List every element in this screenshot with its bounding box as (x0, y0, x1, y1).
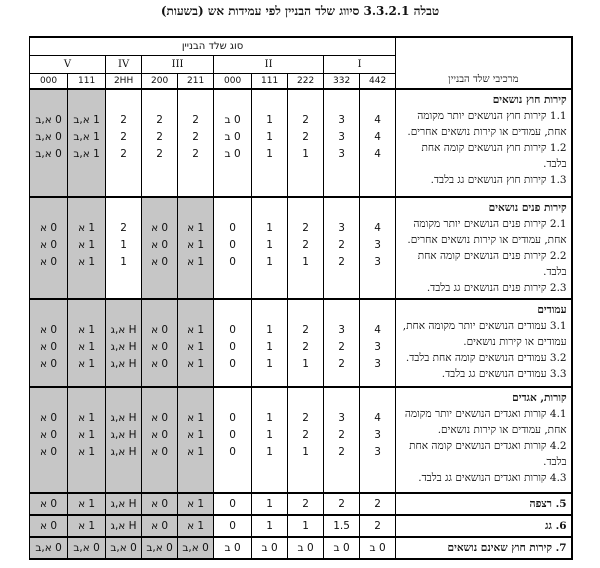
resistance-value: 2 (302, 131, 309, 143)
value-column-cell (178, 197, 214, 299)
resistance-value: 1 א (187, 412, 205, 424)
resistance-value: 0 א (151, 429, 169, 441)
single-row (30, 515, 572, 537)
resistance-value: 0 א,ב (68, 537, 106, 559)
resistance-value: 2 (302, 239, 309, 251)
component-item: 3.2 עמודים הנושאים קומה אחת בלבד. (405, 352, 567, 364)
resistance-value: 4 (374, 222, 381, 234)
resistance-value: 2 (192, 114, 199, 126)
value-column-cell (68, 89, 106, 197)
resistance-value: 0 א (40, 358, 58, 370)
component-item: 4.1 קורות ואגדים הנושאים יותר מקומה אחת, עמודים או קירות נושאים. (404, 408, 567, 436)
component-cell (396, 299, 572, 387)
value-column-cell (142, 299, 178, 387)
code-cell: 442 (360, 73, 396, 89)
resistance-value: 2 (156, 148, 163, 160)
value-column-cell (288, 387, 324, 493)
resistance-value: 2 (302, 412, 309, 424)
resistance-value: 1 (120, 256, 127, 268)
component-item: 1.1 קירות חוץ הנושאים יותר מקומה אחת, עמודים או קירות נושאים אחרים. (407, 110, 567, 138)
value-column-cell (178, 89, 214, 197)
component-cell (396, 89, 572, 197)
resistance-value: 0 א,ב (35, 131, 62, 143)
code-cell: 211 (178, 73, 214, 89)
group-heading: קירות פנים נושאים (488, 202, 567, 214)
resistance-value: 0 (214, 515, 252, 537)
resistance-value: 0 א (40, 412, 58, 424)
resistance-value: 2 (156, 114, 163, 126)
group-row (30, 299, 572, 387)
resistance-value: 2 (338, 239, 345, 251)
resistance-value: H א,ג (110, 412, 137, 424)
value-column-cell (68, 299, 106, 387)
resistance-value: 0 א (151, 412, 169, 424)
component-item: 4.2 קורות ואגדים הנושאים קומה אחת בלבד. (409, 440, 567, 468)
resistance-value: 0 ב (288, 537, 324, 559)
code-cell: 111 (252, 73, 288, 89)
value-column-cell (142, 89, 178, 197)
resistance-value: 0 (229, 446, 236, 458)
value-column-cell (252, 89, 288, 197)
table-body (30, 89, 572, 559)
resistance-value: 0 א (40, 341, 58, 353)
group-row (30, 197, 572, 299)
code-cell: 000 (30, 73, 68, 89)
value-column-cell (288, 89, 324, 197)
resistance-value: 1 (266, 222, 273, 234)
resistance-value: 0 (229, 256, 236, 268)
resistance-value: 0 ב (360, 537, 396, 559)
resistance-value: 1 (266, 412, 273, 424)
code-cell: 111 (68, 73, 106, 89)
component-item: 4.3 קורות ואגדים הנושאים גג בלבד. (418, 472, 567, 484)
resistance-value: 1 א (78, 324, 96, 336)
resistance-value: 0 א (40, 324, 58, 336)
resistance-value: 0 א,ב (106, 537, 142, 559)
value-column-cell (214, 387, 252, 493)
group-heading: קירות חוץ נושאים (492, 94, 567, 106)
resistance-value: 0 א (30, 493, 68, 515)
resistance-value: 1 (266, 324, 273, 336)
component-cell (396, 197, 572, 299)
resistance-value: H א,ג (110, 341, 137, 353)
resistance-value: 3 (374, 239, 381, 251)
resistance-value: 1 (120, 239, 127, 251)
resistance-value: 0 א (142, 493, 178, 515)
single-row (30, 537, 572, 559)
resistance-value: 1 א,ב (73, 148, 100, 160)
resistance-value: 2 (192, 131, 199, 143)
resistance-value: 2 (120, 131, 127, 143)
code-cell: 200 (142, 73, 178, 89)
type-II-header: II (214, 55, 324, 73)
resistance-value: 0 א (30, 515, 68, 537)
value-column-cell (106, 299, 142, 387)
resistance-value: 2 (338, 358, 345, 370)
group-heading: קורות, אגדים (512, 392, 567, 404)
component-item: 1.2 קירות חוץ הנושאים קומה אחת בלבד. (421, 142, 567, 170)
single-row (30, 493, 572, 515)
value-column-cell (360, 387, 396, 493)
resistance-value: 2 (338, 446, 345, 458)
resistance-value: 2 (192, 148, 199, 160)
resistance-value: 2 (302, 341, 309, 353)
component-item: 2.2 קירות פנים הנושאים קומה אחת בלבד. (417, 250, 567, 278)
value-column-cell (360, 299, 396, 387)
component-cell: 5. רצפה (396, 493, 572, 515)
resistance-value: H א,ג (106, 515, 142, 537)
value-column-cell (30, 89, 68, 197)
value-column-cell (252, 197, 288, 299)
resistance-value: 4 (374, 148, 381, 160)
value-column-cell (360, 89, 396, 197)
resistance-value: 0 א,ב (35, 114, 62, 126)
component-cell: 6. גג (396, 515, 572, 537)
resistance-value: 1 א (178, 515, 214, 537)
component-item: 3.1 עמודים הנושאים יותר מקומה אחת, עמודים או קירות נושאים. (402, 320, 567, 348)
value-column-cell (30, 299, 68, 387)
value-column-cell (68, 197, 106, 299)
group-heading: עמודים (537, 304, 567, 316)
resistance-value: H א,ג (110, 429, 137, 441)
value-column-cell (178, 299, 214, 387)
resistance-value: 1 (266, 239, 273, 251)
resistance-value: 1 א (187, 358, 205, 370)
resistance-value: 3 (338, 131, 345, 143)
resistance-value: 1 א (78, 239, 96, 251)
resistance-value: 0 ב (224, 148, 241, 160)
resistance-value: 1 א (187, 446, 205, 458)
resistance-value: 1 (252, 493, 288, 515)
resistance-value: 4 (374, 412, 381, 424)
value-column-cell (288, 197, 324, 299)
code-cell: 332 (324, 73, 360, 89)
resistance-value: 3 (338, 412, 345, 424)
value-column-cell (214, 89, 252, 197)
resistance-value: 0 א (151, 341, 169, 353)
resistance-value: 1 א,ב (73, 131, 100, 143)
resistance-value: 2 (338, 256, 345, 268)
resistance-value: 0 (229, 222, 236, 234)
resistance-value: 0 א (151, 256, 169, 268)
group-row (30, 387, 572, 493)
resistance-value: 1 א (187, 222, 205, 234)
table-title: טבלה 3.3.2.1 סיווג שלד הבניין לפי עמידות אש (בשעות) (160, 4, 440, 18)
resistance-value: 2 (302, 114, 309, 126)
value-column-cell (324, 197, 360, 299)
value-column-cell (106, 197, 142, 299)
resistance-value: 0 א (142, 515, 178, 537)
resistance-value: 0 א (151, 239, 169, 251)
component-cell (396, 387, 572, 493)
resistance-value: 1 (302, 256, 309, 268)
value-column-cell (178, 387, 214, 493)
resistance-value: 1 א,ב (73, 114, 100, 126)
resistance-value: 1 (288, 515, 324, 537)
resistance-value: 0 (229, 324, 236, 336)
component-item: 1.3 קירות חוץ הנושאים גג בלבד. (430, 174, 567, 186)
resistance-value: 2 (360, 493, 396, 515)
resistance-value: 0 א (151, 324, 169, 336)
resistance-value: 0 א,ב (178, 537, 214, 559)
resistance-value: 1 (266, 114, 273, 126)
resistance-value: 2 (302, 324, 309, 336)
resistance-value: 0 (229, 412, 236, 424)
resistance-value: 1 א (78, 446, 96, 458)
value-column-cell (252, 387, 288, 493)
resistance-value: 1 א (78, 358, 96, 370)
value-column-cell (30, 197, 68, 299)
value-column-cell (106, 387, 142, 493)
resistance-value: 2 (302, 222, 309, 234)
resistance-value: 3 (338, 222, 345, 234)
fire-resistance-table (29, 36, 573, 560)
resistance-value: 1 (266, 341, 273, 353)
resistance-value: 0 (229, 358, 236, 370)
resistance-value: 0 א (40, 429, 58, 441)
resistance-value: 1 (266, 131, 273, 143)
resistance-value: 3 (338, 114, 345, 126)
value-column-cell (142, 197, 178, 299)
type-I-header: I (324, 55, 396, 73)
resistance-value: 3 (374, 358, 381, 370)
resistance-value: 1 א (187, 429, 205, 441)
resistance-value: 1 (252, 515, 288, 537)
code-cell: 2HH (106, 73, 142, 89)
components-label: מרכיבי שלד הבניין (448, 74, 519, 85)
group-row (30, 89, 572, 197)
resistance-value: 2 (338, 429, 345, 441)
type-III-header: III (142, 55, 214, 73)
resistance-value: 1 (302, 148, 309, 160)
resistance-value: 1 (266, 148, 273, 160)
resistance-value: 1 (266, 446, 273, 458)
resistance-value: 3 (338, 148, 345, 160)
resistance-value: 4 (374, 131, 381, 143)
resistance-value: 1 א (78, 341, 96, 353)
resistance-value: 3 (374, 446, 381, 458)
resistance-value: 1 (266, 429, 273, 441)
resistance-value: 0 ב (324, 537, 360, 559)
resistance-value: H א,ג (110, 446, 137, 458)
resistance-value: 0 (214, 493, 252, 515)
resistance-value: 1 (302, 358, 309, 370)
resistance-value: 2 (324, 493, 360, 515)
value-column-cell (324, 387, 360, 493)
resistance-value: 0 א (151, 358, 169, 370)
resistance-value: 1 א (187, 239, 205, 251)
resistance-value: 1 (302, 446, 309, 458)
value-column-cell (106, 89, 142, 197)
value-column-cell (142, 387, 178, 493)
resistance-value: H א,ג (110, 358, 137, 370)
resistance-value: 0 א,ב (30, 537, 68, 559)
resistance-value: 4 (374, 114, 381, 126)
resistance-value: 1 א (78, 429, 96, 441)
resistance-value: 1 א (78, 256, 96, 268)
resistance-value: 2 (120, 222, 127, 234)
resistance-value: 2 (338, 341, 345, 353)
code-cell: 000 (214, 73, 252, 89)
resistance-value: 3 (374, 256, 381, 268)
components-header (396, 37, 572, 89)
value-column-cell (288, 299, 324, 387)
value-column-cell (214, 299, 252, 387)
fire-resistance-table-wrapper (29, 36, 573, 560)
value-column-cell (252, 299, 288, 387)
resistance-value: 1 א (78, 222, 96, 234)
resistance-value: 1 (266, 358, 273, 370)
resistance-value: 1 א (187, 256, 205, 268)
resistance-value: 1 א (68, 493, 106, 515)
component-cell: 7. קירות חוץ שאינם נושאים (396, 537, 572, 559)
resistance-value: 1.5 (324, 515, 360, 537)
resistance-value: 4 (374, 324, 381, 336)
resistance-value: 1 (266, 256, 273, 268)
resistance-value: 2 (120, 148, 127, 160)
resistance-value: 2 (302, 429, 309, 441)
resistance-value: 0 (229, 429, 236, 441)
resistance-value: 0 ב (224, 131, 241, 143)
resistance-value: 1 א (187, 324, 205, 336)
component-item: 2.1 קירות פנים הנושאים יותר מקומה אחת, עמודים או קירות נושאים אחרים. (407, 218, 567, 246)
resistance-value: 0 א (151, 446, 169, 458)
resistance-value: 3 (374, 429, 381, 441)
resistance-value: 0 א (151, 222, 169, 234)
resistance-value: 0 א (40, 446, 58, 458)
resistance-value: 2 (360, 515, 396, 537)
resistance-value: 3 (338, 324, 345, 336)
resistance-value: 1 א (68, 515, 106, 537)
component-item: 2.3 קירות פנים הנושאים גג בלבד. (426, 282, 567, 294)
resistance-value: 1 א (178, 493, 214, 515)
value-column-cell (324, 89, 360, 197)
resistance-value: 2 (120, 114, 127, 126)
resistance-value: 0 א,ב (142, 537, 178, 559)
resistance-value: 0 ב (252, 537, 288, 559)
resistance-value: 3 (374, 341, 381, 353)
value-column-cell (324, 299, 360, 387)
resistance-value: 0 א,ב (35, 148, 62, 160)
resistance-value: H א,ג (110, 324, 137, 336)
resistance-value: 0 א (40, 222, 58, 234)
frame-type-header: סוג שלד הבניין (30, 37, 396, 55)
type-IV-header: IV (106, 55, 142, 73)
resistance-value: 0 ב (224, 114, 241, 126)
component-item: 3.3 עמודים הנושאים גג בלבד. (441, 368, 567, 380)
resistance-value: 0 א (40, 256, 58, 268)
code-cell: 222 (288, 73, 324, 89)
value-column-cell (30, 387, 68, 493)
value-column-cell (360, 197, 396, 299)
resistance-value: 0 (229, 341, 236, 353)
resistance-value: 1 א (78, 412, 96, 424)
resistance-value: 2 (156, 131, 163, 143)
value-column-cell (214, 197, 252, 299)
resistance-value: 2 (288, 493, 324, 515)
resistance-value: 1 א (187, 341, 205, 353)
type-V-header: V (30, 55, 106, 73)
resistance-value: 0 א (40, 239, 58, 251)
resistance-value: H א,ג (106, 493, 142, 515)
value-column-cell (68, 387, 106, 493)
resistance-value: 0 (229, 239, 236, 251)
resistance-value: 0 ב (214, 537, 252, 559)
